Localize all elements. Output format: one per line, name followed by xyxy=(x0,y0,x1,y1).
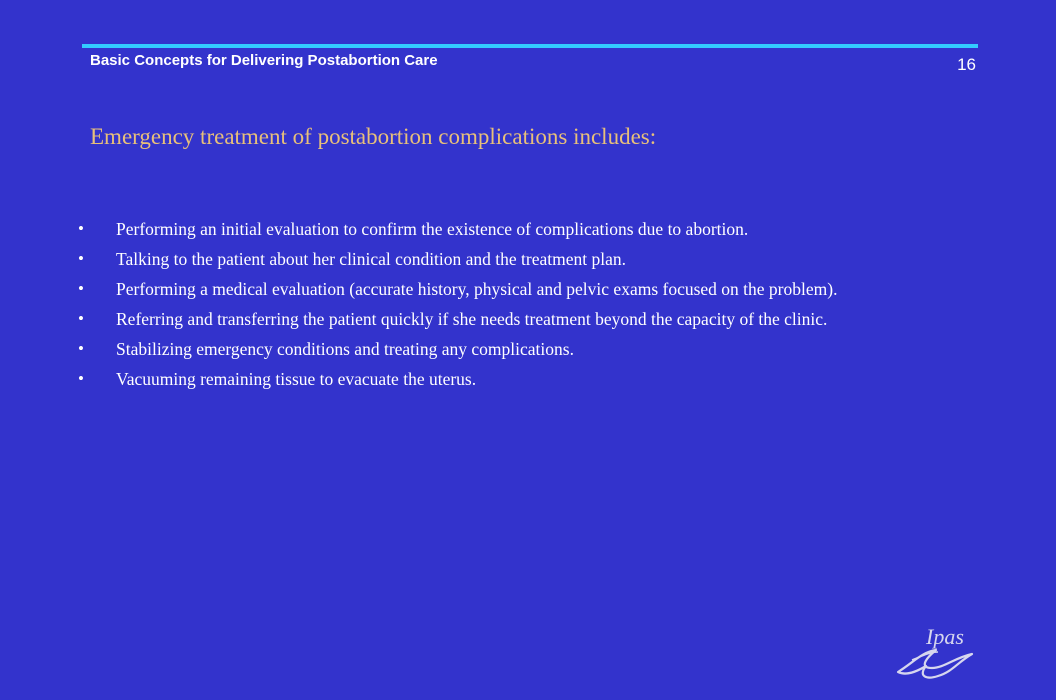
page-number: 16 xyxy=(957,55,976,74)
bullet-icon: • xyxy=(78,219,84,238)
bullet-list xyxy=(78,218,918,398)
bullet-icon: • xyxy=(78,369,84,388)
list-item xyxy=(78,218,918,240)
bullet-icon: • xyxy=(78,279,84,298)
list-item xyxy=(78,368,918,390)
list-item xyxy=(78,278,918,300)
bullet-text: Vacuuming remaining tissue to evacuate the uterus. xyxy=(116,369,477,389)
bullet-icon: • xyxy=(78,309,84,328)
logo-text: Ipas xyxy=(926,624,964,649)
list-item xyxy=(78,248,918,270)
header-title: Basic Concepts for Delivering Postabortion Care xyxy=(90,52,438,69)
bullet-icon: • xyxy=(78,339,84,358)
bullet-text: Performing a medical evaluation (accurate history, physical and pelvic exams focused on the problem). xyxy=(116,279,838,299)
slide-title: Emergency treatment of postabortion complications includes: xyxy=(90,124,657,149)
bullet-text: Talking to the patient about her clinical condition and the treatment plan. xyxy=(116,249,627,269)
bullet-text: Referring and transferring the patient quickly if she needs treatment beyond the capacity of the clinic. xyxy=(116,309,828,329)
ipas-logo xyxy=(892,622,982,682)
bullet-text: Performing an initial evaluation to confirm the existence of complications due to abortion. xyxy=(116,219,749,239)
list-item xyxy=(78,308,918,330)
bullet-icon: • xyxy=(78,249,84,268)
header-rule xyxy=(82,44,978,48)
list-item xyxy=(78,338,918,360)
bullet-text: Stabilizing emergency conditions and treating any complications. xyxy=(116,339,574,359)
